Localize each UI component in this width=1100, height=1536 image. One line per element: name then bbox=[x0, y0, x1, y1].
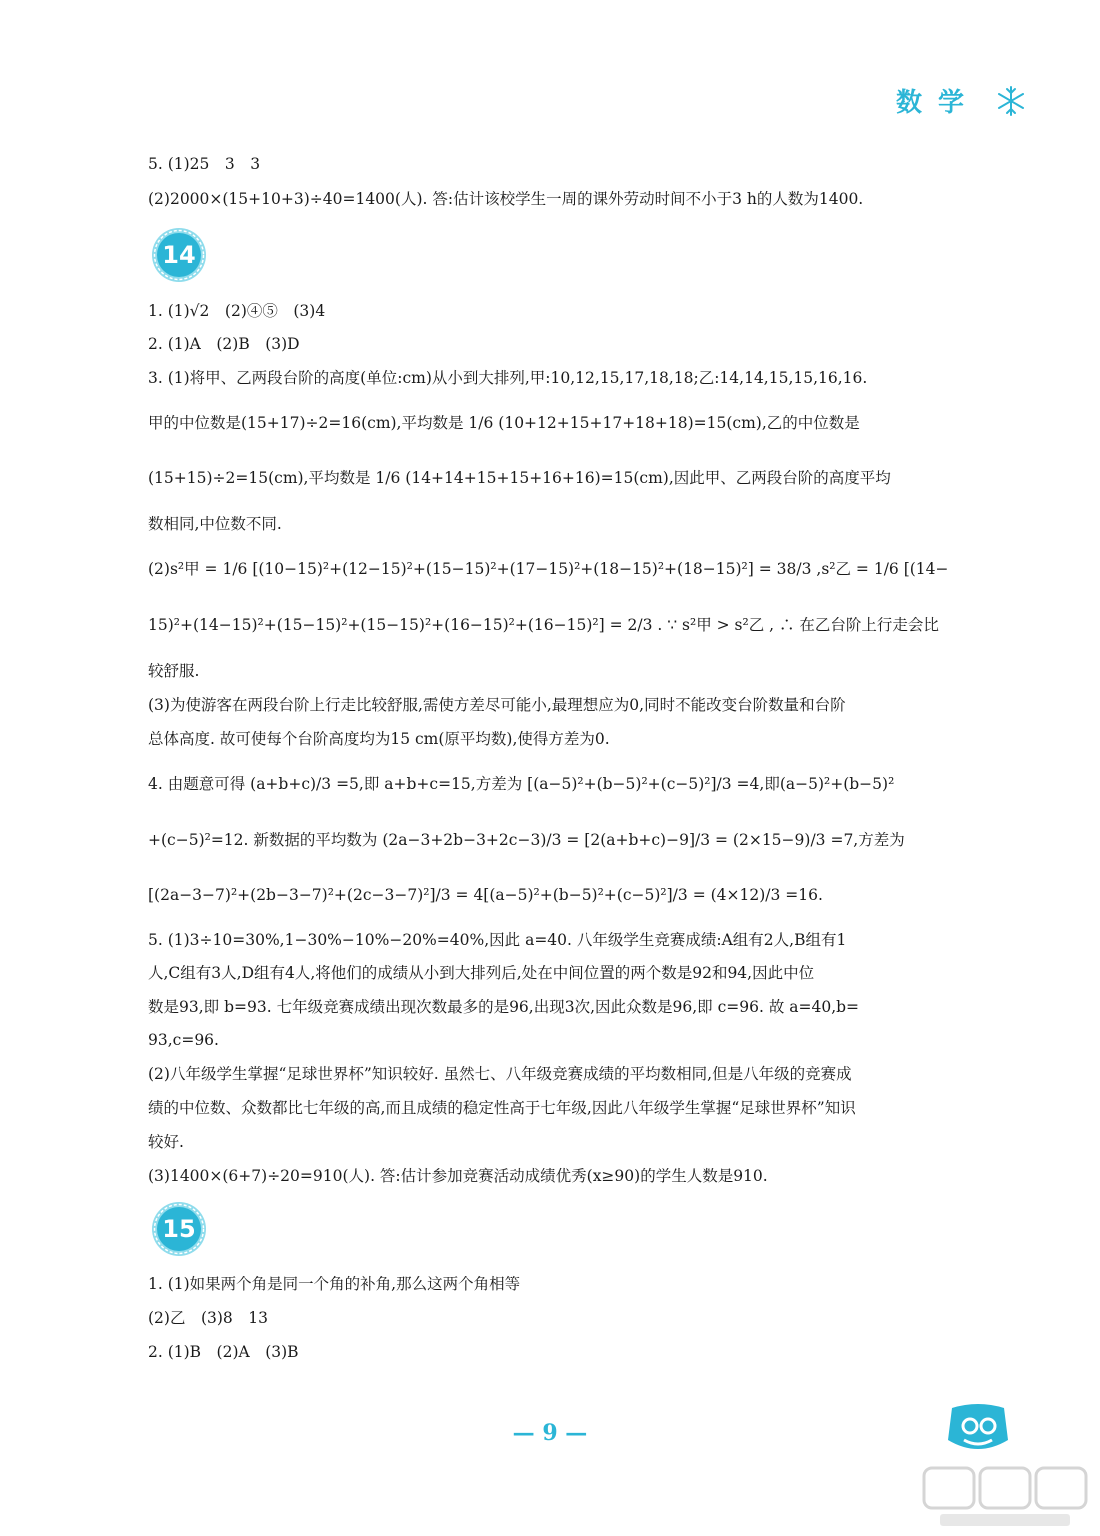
answer-line: 绩的中位数、众数都比七年级的高,而且成绩的稳定性高于七年级,因此八年级学生掌握“足球世界杯”知识 bbox=[148, 1099, 856, 1117]
corner-decoration-icon bbox=[942, 1400, 1014, 1462]
answer-line: 93,c=96. bbox=[148, 1031, 219, 1049]
answer-line: 5. (1)25 3 3 bbox=[148, 155, 261, 173]
page-header bbox=[896, 82, 1028, 119]
answer-line: 3. (1)将甲、乙两段台阶的高度(单位:cm)从小到大排列,甲:10,12,15,17,18,18;乙:14,14,15,15,16,16. bbox=[148, 369, 868, 387]
unit-badge-14 bbox=[150, 226, 208, 284]
answer-line: 数是93,即 b=93. 七年级竞赛成绩出现次数最多的是96,出现3次,因此众数是96,即 c=96. 故 a=40,b= bbox=[148, 998, 860, 1016]
answer-line: 人,C组有3人,D组有4人,将他们的成绩从小到大排列后,处在中间位置的两个数是92和94,因此中位 bbox=[148, 964, 815, 982]
answer-line: (2)2000×(15+10+3)÷40=1400(人). 答:估计该校学生一周的课外劳动时间不小于3 h的人数为1400. bbox=[148, 190, 864, 208]
answer-line: 数相同,中位数不同. bbox=[148, 515, 282, 533]
page-number: — 9 — bbox=[512, 1420, 588, 1446]
answer-line: 15)²+(14−15)²+(15−15)²+(15−15)²+(16−15)²+(16−15)²] = 2/3 . ∵ s²甲 > s²乙 , ∴ 在乙台阶上行走会比 bbox=[148, 616, 939, 634]
snowflake-icon bbox=[994, 84, 1028, 118]
answer-line: 较好. bbox=[148, 1133, 184, 1151]
answer-line: 4. 由题意可得 (a+b+c)/3 =5,即 a+b+c=15,方差为 [(a−5)²+(b−5)²+(c−5)²]/3 =4,即(a−5)²+(b−5)² bbox=[148, 775, 895, 793]
unit-badge-15 bbox=[150, 1200, 208, 1258]
answer-watermark-icon bbox=[920, 1462, 1090, 1532]
subject-title: 数学 bbox=[895, 88, 980, 118]
answer-line: (3)1400×(6+7)÷20=910(人). 答:估计参加竞赛活动成绩优秀(x≥90)的学生人数是910. bbox=[148, 1167, 768, 1185]
answer-line: 总体高度. 故可使每个台阶高度均为15 cm(原平均数),使得方差为0. bbox=[148, 730, 610, 748]
answer-line: (15+15)÷2=15(cm),平均数是 1/6 (14+14+15+15+16+16)=15(cm),因此甲、乙两段台阶的高度平均 bbox=[148, 469, 891, 487]
answer-line: 2. (1)A (2)B (3)D bbox=[148, 335, 300, 353]
badge-number: 14 bbox=[162, 241, 196, 269]
answer-line: (2)s²甲 = 1/6 [(10−15)²+(12−15)²+(15−15)²+(17−15)²+(18−15)²+(18−15)²] = 38/3 ,s²乙 = 1/6 [(14− bbox=[148, 560, 949, 578]
answer-line: 1. (1)√2 (2)④⑤ (3)4 bbox=[148, 302, 326, 320]
answer-line: 1. (1)如果两个角是同一个角的补角,那么这两个角相等 bbox=[148, 1275, 521, 1293]
answer-line: (3)为使游客在两段台阶上行走比较舒服,需使方差尽可能小,最理想应为0,同时不能改变台阶数量和台阶 bbox=[148, 696, 846, 714]
answer-line: 5. (1)3÷10=30%,1−30%−10%−20%=40%,因此 a=40. 八年级学生竞赛成绩:A组有2人,B组有1 bbox=[148, 931, 847, 949]
answer-line: 2. (1)B (2)A (3)B bbox=[148, 1343, 299, 1361]
badge-number: 15 bbox=[162, 1215, 196, 1243]
answer-line: 较舒服. bbox=[148, 662, 200, 680]
answer-line: [(2a−3−7)²+(2b−3−7)²+(2c−3−7)²]/3 = 4[(a−5)²+(b−5)²+(c−5)²]/3 = (4×12)/3 =16. bbox=[148, 886, 823, 904]
answer-line: (2)八年级学生掌握“足球世界杯”知识较好. 虽然七、八年级竞赛成绩的平均数相同,但是八年级的竞赛成 bbox=[148, 1065, 852, 1083]
answer-line: (2)乙 (3)8 13 bbox=[148, 1309, 268, 1327]
answer-line: +(c−5)²=12. 新数据的平均数为 (2a−3+2b−3+2c−3)/3 = [2(a+b+c)−9]/3 = (2×15−9)/3 =7,方差为 bbox=[148, 831, 905, 849]
answer-line: 甲的中位数是(15+17)÷2=16(cm),平均数是 1/6 (10+12+15+17+18+18)=15(cm),乙的中位数是 bbox=[148, 414, 860, 432]
